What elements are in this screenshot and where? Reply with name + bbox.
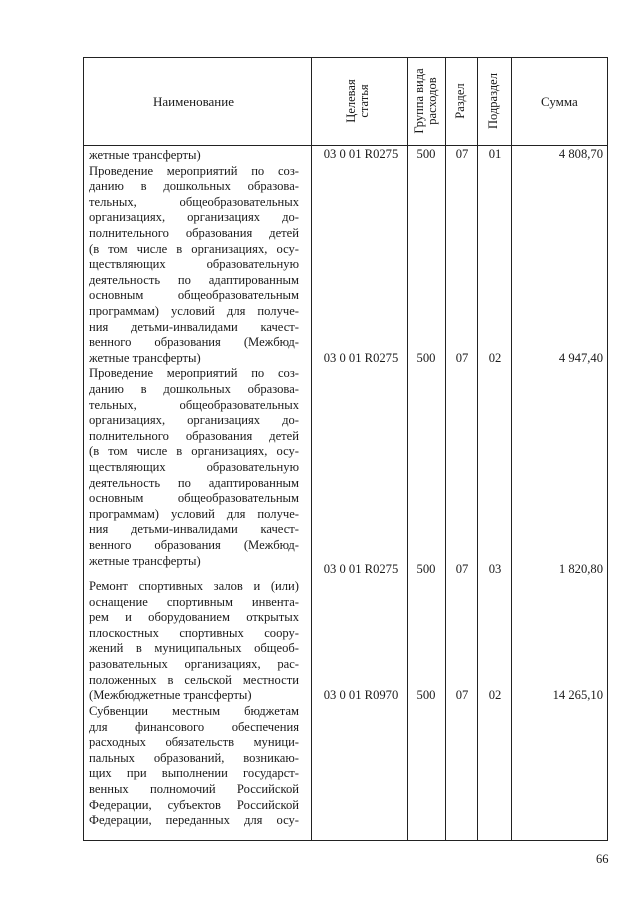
row-name-line: положенных в сельской местности [89,672,299,687]
row-target-code: 03 0 01 R0970 [323,688,399,702]
row-name-line: Проведение мероприятий по соз- [89,366,299,381]
row-section: 07 [455,688,469,702]
row-name-line: пальных образований, возникаю- [89,750,299,765]
row-subsection: 02 [488,688,502,702]
row-name-line: (в том числе в организациях, осу- [89,241,299,256]
column-divider [445,57,446,841]
row-name-line: венного образования (Межбюд- [89,537,299,552]
row-name-line: ществляющих образовательную [89,257,299,272]
row-target-code: 03 0 01 R0275 [323,351,399,365]
row-name-line: тельных, общеобразовательных [89,397,299,412]
row-target-code: 03 0 01 R0275 [323,147,399,161]
row-name-line: основным общеобразовательным [89,491,299,506]
row-name-line: разовательных организациях, рас- [89,656,299,671]
row-name-line: для финансового обеспечения [89,719,299,734]
header-name: Наименование [153,94,234,109]
row-name-line: (Межбюджетные трансферты) [89,688,252,703]
row-name-line: Субвенции местным бюджетам [89,704,299,718]
row-name-line: щих при выполнении государст- [89,766,299,781]
row-group: 500 [416,688,436,702]
row-name-line: основным общеобразовательным [89,288,299,303]
row-name-line: рем и оборудованием открытых [89,610,299,625]
row-name [89,579,299,704]
row-sum: 14 265,10 [552,688,603,702]
page-number: 66 [596,852,609,866]
row-sum: 4 947,40 [558,351,603,365]
row-name [89,148,299,164]
row-name [89,366,299,569]
row-subsection: 01 [488,147,502,161]
row-name-line: венного образования (Межбюд- [89,335,299,350]
row-name-line: Федерации, субъектов Российской [89,797,299,812]
column-divider [477,57,478,841]
column-divider [407,57,408,841]
row-name-line: ния детьми-инвалидами качест- [89,522,299,537]
row-name-line: жетные трансферты) [89,350,201,365]
header-subsection: Подраздел [486,73,500,129]
header-bottom-border [83,145,608,146]
table-bottom-border [83,840,608,841]
row-subsection: 03 [488,562,502,576]
row-name-line: данию в дошкольных образова- [89,179,299,194]
row-name-line: Проведение мероприятий по соз- [89,163,299,178]
row-name-line: полнительного образования детей [89,428,299,443]
row-name-line: организациях, организациях до- [89,413,299,428]
row-subsection: 02 [488,351,502,365]
column-divider [607,57,608,841]
row-name-line: жетные трансферты) [89,148,201,162]
row-name-line: Ремонт спортивных залов и (или) [89,579,299,593]
header-section: Раздел [453,83,467,119]
row-name-line: оснащение спортивным инвента- [89,594,299,609]
row-name-line: программам) условий для получе- [89,303,299,318]
row-name-line: организациях, организациях до- [89,210,299,225]
column-divider [311,57,312,841]
row-section: 07 [455,147,469,161]
row-name-line: ния детьми-инвалидами качест- [89,319,299,334]
table-top-border [83,57,608,58]
row-name-line: венных полномочий Российской [89,781,299,796]
row-name-line: плоскостных спортивных соору- [89,625,299,640]
header-expense-group: Группа вида расходов [412,68,439,134]
row-name [89,704,299,829]
row-sum: 4 808,70 [558,147,603,161]
row-name-line: тельных, общеобразовательных [89,194,299,209]
row-name-line: жений в муниципальных общеоб- [89,641,299,656]
row-target-code: 03 0 01 R0275 [323,562,399,576]
row-name [89,164,299,367]
row-name-line: (в том числе в организациях, осу- [89,444,299,459]
row-group: 500 [416,562,436,576]
row-name-line: полнительного образования детей [89,225,299,240]
row-name-line: данию в дошкольных образова- [89,381,299,396]
row-group: 500 [416,147,436,161]
row-name-line: программам) условий для получе- [89,506,299,521]
row-sum: 1 820,80 [558,562,603,576]
row-name-line: деятельность по адаптированным [89,475,299,490]
header-sum: Сумма [541,94,578,109]
row-group: 500 [416,351,436,365]
row-name-line: деятельность по адаптированным [89,272,299,287]
row-name-line: Федерации, переданных для осу- [89,813,299,828]
row-name-line: жетные трансферты) [89,553,201,568]
row-name-line: ществляющих образовательную [89,459,299,474]
row-section: 07 [455,351,469,365]
row-name-line: расходных обязательств муници- [89,735,299,750]
column-divider [511,57,512,841]
budget-table [83,57,608,841]
column-divider [83,57,84,841]
header-target-article: Целевая статья [344,79,371,123]
row-section: 07 [455,562,469,576]
